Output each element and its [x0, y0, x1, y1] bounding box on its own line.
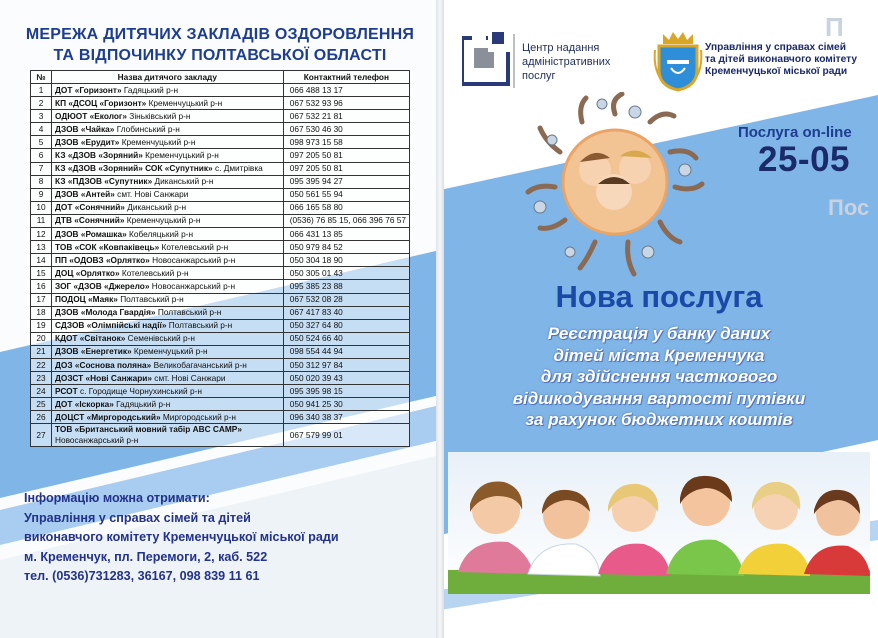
institution-location: Новосанжарський р-н — [149, 280, 236, 291]
coat-of-arms-icon — [653, 30, 703, 92]
institution-name: ДОЗ «Соснова поляна» — [55, 359, 152, 370]
row-number: 9 — [31, 188, 52, 201]
institution-cell — [52, 254, 284, 267]
institution-location: Кременчуцький р-н — [119, 136, 196, 147]
center-name-line3: послуг — [522, 70, 556, 82]
institution-name: ДЗОВ «Ерудит» — [55, 136, 120, 147]
phone-cell: 095 395 98 15 — [283, 385, 409, 398]
phone-cell: 050 020 39 43 — [283, 372, 409, 385]
row-number: 1 — [31, 84, 52, 97]
row-number: 23 — [31, 372, 52, 385]
institution-location: Полтавський р-н — [155, 307, 222, 318]
online-service-label: Послуга on-line — [738, 124, 852, 141]
institution-cell — [52, 424, 284, 447]
sun-illustration — [510, 92, 720, 282]
contact-line5: тел. (0536)731283, 36167, 098 839 11 61 — [24, 569, 260, 583]
phone-cell: 050 941 25 30 — [283, 398, 409, 411]
institution-location: Котелевський р-н — [159, 241, 229, 252]
table-row — [31, 332, 410, 345]
children-photo — [448, 452, 870, 594]
table-header-row — [31, 71, 410, 84]
institution-location: Миргородський р-н — [160, 411, 237, 422]
phone-cell: (0536) 76 85 15, 066 396 76 57 — [283, 214, 409, 227]
row-number: 25 — [31, 398, 52, 411]
institution-cell — [52, 306, 284, 319]
institution-name: ЗОГ «ДЗОВ «Джерело» — [55, 280, 150, 291]
institution-cell — [52, 358, 284, 371]
table-row — [31, 162, 410, 175]
institution-location: Гадяцький р-н — [113, 398, 171, 409]
phone-cell: 067 417 83 40 — [283, 306, 409, 319]
phone-cell: 067 530 46 30 — [283, 123, 409, 136]
table-row — [31, 424, 410, 447]
center-name — [522, 41, 610, 83]
row-number: 12 — [31, 228, 52, 241]
institution-name: ДОТ «Іскорка» — [55, 398, 114, 409]
phone-cell: 096 340 38 37 — [283, 411, 409, 424]
institution-name: ДЗОВ «Чайка» — [55, 123, 115, 134]
institution-cell — [52, 293, 284, 306]
institution-name: ПП «ОДОВЗ «Орлятко» — [55, 254, 150, 265]
institution-cell — [52, 110, 284, 123]
row-number: 14 — [31, 254, 52, 267]
phone-cell: 050 312 97 84 — [283, 358, 409, 371]
institution-cell — [52, 97, 284, 110]
institution-location: Полтавський р-н — [117, 294, 184, 305]
department-name — [705, 42, 870, 78]
phone-cell: 095 395 94 27 — [283, 175, 409, 188]
institution-cell — [52, 372, 284, 385]
row-number: 15 — [31, 267, 52, 280]
table-row — [31, 319, 410, 332]
row-number: 26 — [31, 411, 52, 424]
table-row — [31, 214, 410, 227]
institution-cell — [52, 214, 284, 227]
header-number: № — [31, 71, 52, 84]
table-row — [31, 110, 410, 123]
phone-cell: 050 979 84 52 — [283, 241, 409, 254]
row-number: 22 — [31, 358, 52, 371]
institution-location: Новосанжарський р-н — [55, 435, 139, 446]
page-fold — [436, 0, 444, 638]
institution-name: КЗ «ПДЗОВ «Супутник» — [55, 176, 153, 187]
center-name-line2: адміністративних — [522, 56, 611, 68]
institution-name: ТОВ «СОК «Ковпаківець» — [55, 241, 160, 252]
institution-name: СДЗОВ «Олімпійські надії» — [55, 320, 167, 331]
institution-name: ТОВ «Британський мовний табір ABC CAMP» — [55, 424, 242, 435]
new-service-heading: Нова послуга — [555, 279, 763, 314]
phone-cell: 097 205 50 81 — [283, 162, 409, 175]
phone-cell: 050 561 55 94 — [283, 188, 409, 201]
table-row — [31, 398, 410, 411]
institution-name: КЗ «ДЗОВ «Зоряний» СОК «Супутник» — [55, 163, 213, 174]
row-number: 4 — [31, 123, 52, 136]
institution-cell — [52, 398, 284, 411]
table-row — [31, 411, 410, 424]
phone-cell: 067 532 08 28 — [283, 293, 409, 306]
row-number: 8 — [31, 175, 52, 188]
table-row — [31, 267, 410, 280]
institution-location: Диканський р-н — [152, 176, 214, 187]
phone-cell: 050 304 18 90 — [283, 254, 409, 267]
table-row — [31, 293, 410, 306]
registration-line3: для здійснення часткового — [540, 367, 778, 386]
institution-name: ДЗОВ «Антей» — [55, 189, 115, 200]
table-row — [31, 385, 410, 398]
row-number: 11 — [31, 214, 52, 227]
phone-cell: 098 973 15 58 — [283, 136, 409, 149]
phone-cell: 050 524 66 40 — [283, 332, 409, 345]
table-row — [31, 306, 410, 319]
institution-name: КП «ДСОЦ «Горизонт» — [55, 97, 147, 108]
table-row — [31, 123, 410, 136]
header-name: Назва дитячого закладу — [52, 71, 284, 84]
institution-name: ДЗОВ «Ромашка» — [55, 228, 127, 239]
row-number: 20 — [31, 332, 52, 345]
table-row — [31, 280, 410, 293]
row-number: 18 — [31, 306, 52, 319]
institution-cell — [52, 228, 284, 241]
table-row — [31, 372, 410, 385]
bleed-through-text: П — [825, 12, 844, 42]
right-page — [440, 0, 878, 638]
phone-cell: 098 554 44 94 — [283, 345, 409, 358]
online-service-number: 25-05 — [758, 140, 851, 179]
registration-text — [440, 323, 878, 431]
phone-cell: 050 305 01 43 — [283, 267, 409, 280]
bleed-through-text: Пос — [828, 195, 870, 220]
institutions-table — [30, 70, 410, 447]
institution-name: ДОТ «Горизонт» — [55, 84, 122, 95]
contact-line3: виконавчого комітету Кременчуцької міської ради — [24, 530, 339, 544]
header-phone: Контактний телефон — [283, 71, 409, 84]
row-number: 10 — [31, 201, 52, 214]
institution-name: ОДЮОТ «Еколог» — [55, 110, 127, 121]
table-row — [31, 188, 410, 201]
phone-cell: 067 532 93 96 — [283, 97, 409, 110]
table-row — [31, 201, 410, 214]
institution-name: ДЗОВ «Енергетик» — [55, 346, 132, 357]
phone-cell: 066 488 13 17 — [283, 84, 409, 97]
contact-line2: Управління у справах сімей та дітей — [24, 510, 251, 525]
phone-cell: 050 327 64 80 — [283, 319, 409, 332]
institution-name: ПОДОЦ «Маяк» — [55, 294, 118, 305]
institution-location: Диканський р-н — [124, 202, 187, 213]
institution-cell — [52, 188, 284, 201]
registration-line4: відшкодування вартості путівки — [512, 388, 806, 408]
institution-name: ДОТ «Сонячний» — [55, 202, 125, 213]
institution-cell — [52, 267, 284, 280]
phone-cell: 067 579 99 01 — [283, 424, 409, 447]
institution-name: ДОЦСТ «Миргородський» — [55, 411, 161, 422]
institution-name: КЗ «ДЗОВ «Зоряний» — [55, 150, 143, 161]
institution-name: ДОЗСТ «Нові Санжари» — [55, 372, 152, 383]
table-row — [31, 228, 410, 241]
institution-cell — [52, 345, 284, 358]
contact-info — [24, 489, 339, 587]
department-line2: та дітей виконавчого комітету — [705, 54, 858, 65]
institution-name: ДЗОВ «Молода Гвардія» — [55, 307, 156, 318]
row-number: 13 — [31, 241, 52, 254]
department-line1: Управління у справах сімей — [705, 42, 846, 53]
registration-line1: Реєстрація у банку даних — [547, 324, 771, 343]
contact-line1: Інформацію можна отримати: — [24, 491, 210, 505]
institution-location: Великобагачанський р-н — [151, 359, 247, 370]
left-title — [0, 24, 440, 66]
institution-name: ДТВ «Сонячний» — [55, 215, 125, 226]
registration-line5: за рахунок бюджетних коштів — [525, 410, 793, 429]
institution-cell — [52, 201, 284, 214]
row-number: 27 — [31, 424, 52, 447]
row-number: 7 — [31, 162, 52, 175]
center-name-line1: Центр надання — [522, 42, 600, 54]
institution-cell — [52, 241, 284, 254]
institution-cell — [52, 280, 284, 293]
left-title-line2: ТА ВІДПОЧИНКУ ПОЛТАВСЬКОЇ ОБЛАСТІ — [53, 47, 387, 64]
institution-location: Глобинський р-н — [114, 123, 180, 134]
institution-cell — [52, 149, 284, 162]
table-row — [31, 175, 410, 188]
table-row — [31, 136, 410, 149]
institution-name: РСОТ — [55, 385, 78, 396]
row-number: 17 — [31, 293, 52, 306]
institution-cell — [52, 162, 284, 175]
institution-cell — [52, 136, 284, 149]
institution-location: Кременчуцький р-н — [124, 215, 201, 226]
institution-location: Семенівський р-н — [125, 333, 195, 344]
institution-location: Кременчуцький р-н — [146, 97, 223, 108]
row-number: 3 — [31, 110, 52, 123]
phone-cell: 095 385 23 88 — [283, 280, 409, 293]
phone-cell: 066 165 58 80 — [283, 201, 409, 214]
institution-cell — [52, 123, 284, 136]
institution-location: с. Дмитрівка — [212, 163, 263, 174]
institution-cell — [52, 319, 284, 332]
contact-line4: м. Кременчук, пл. Перемоги, 2, каб. 522 — [24, 549, 268, 564]
phone-cell: 097 205 50 81 — [283, 149, 409, 162]
left-title-line1: МЕРЕЖА ДИТЯЧИХ ЗАКЛАДІВ ОЗДОРОВЛЕННЯ — [25, 26, 415, 43]
table-row — [31, 97, 410, 110]
institution-location: Котелевський р-н — [119, 267, 189, 278]
row-number: 16 — [31, 280, 52, 293]
row-number: 21 — [31, 345, 52, 358]
institution-location: Полтавський р-н — [166, 320, 233, 331]
institution-location: Кременчуцький р-н — [142, 150, 219, 161]
institution-location: Зіньківський р-н — [127, 110, 191, 121]
row-number: 24 — [31, 385, 52, 398]
row-number: 2 — [31, 97, 52, 110]
institution-location: Кобеляцький р-н — [126, 228, 194, 239]
institution-location: с. Городище Чорнухинський р-н — [77, 385, 202, 396]
row-number: 6 — [31, 149, 52, 162]
institution-name: ДОЦ «Орлятко» — [55, 267, 120, 278]
institution-name: КДОТ «Світанок» — [55, 333, 126, 344]
table-body — [31, 84, 410, 447]
table-row — [31, 241, 410, 254]
institution-location: Гадяцький р-н — [121, 84, 179, 95]
institution-location: смт. Нові Санжари — [114, 189, 189, 200]
institution-cell — [52, 332, 284, 345]
phone-cell: 067 532 21 81 — [283, 110, 409, 123]
table-row — [31, 149, 410, 162]
table-row — [31, 254, 410, 267]
row-number: 19 — [31, 319, 52, 332]
institution-cell — [52, 175, 284, 188]
table-row — [31, 345, 410, 358]
institution-cell — [52, 411, 284, 424]
institution-location: смт. Нові Санжари — [152, 372, 226, 383]
phone-cell: 066 431 13 85 — [283, 228, 409, 241]
registration-line2: дітей міста Кременчука — [553, 345, 765, 365]
table-row — [31, 84, 410, 97]
table-row — [31, 358, 410, 371]
department-line3: Кременчуцької міської ради — [705, 66, 848, 77]
institution-cell — [52, 84, 284, 97]
institution-cell — [52, 385, 284, 398]
row-number: 5 — [31, 136, 52, 149]
institution-location: Кременчуцький р-н — [131, 346, 208, 357]
institution-location: Новосанжарський р-н — [149, 254, 236, 265]
